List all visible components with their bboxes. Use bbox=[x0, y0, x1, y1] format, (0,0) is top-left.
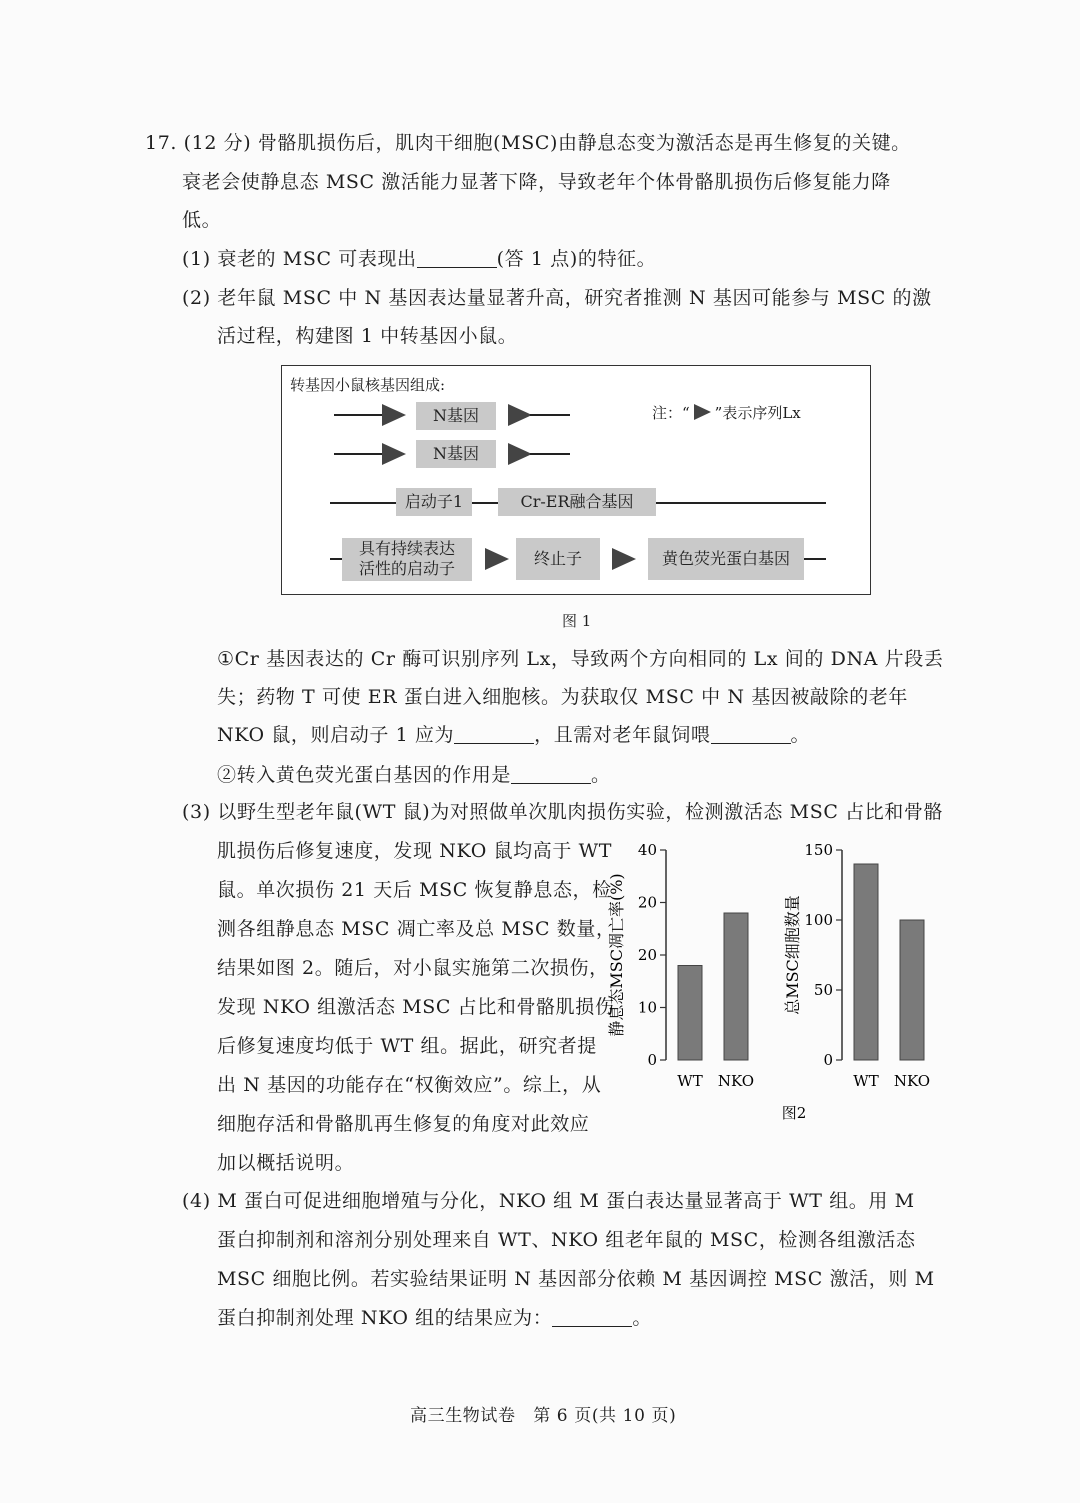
y-tick-label: 20 bbox=[637, 946, 657, 964]
dna-line bbox=[330, 558, 342, 560]
subq2-line bbox=[217, 762, 611, 788]
const-promoter-line1: 具有持续表达 bbox=[358, 539, 455, 558]
n-gene-box: N基因 bbox=[416, 402, 496, 430]
y-tick-label: 10 bbox=[637, 998, 657, 1017]
question-part3-line1: (3) 以野生型老年鼠(WT 鼠)为对照做单次肌肉损伤实验，检测激活态 MSC 占比和骨骼 bbox=[182, 801, 944, 823]
y-tick-label: 0 bbox=[647, 1051, 657, 1069]
figure-2-charts bbox=[600, 830, 960, 1130]
cr-er-fusion-gene-box: Cr-ER融合基因 bbox=[498, 488, 656, 516]
x-category-label: NKO bbox=[717, 1072, 755, 1090]
dna-line bbox=[804, 558, 826, 560]
page-footer: 高三生物试卷 第 6 页(共 10 页) bbox=[410, 1406, 677, 1426]
subq1-line2: 失；药物 T 可使 ER 蛋白进入细胞核。为获取仅 MSC 中 N 基因被敲除的老年 bbox=[217, 686, 908, 708]
part3-line: 测各组静息态 MSC 凋亡率及总 MSC 数量， bbox=[217, 918, 616, 940]
lx-triangle-icon bbox=[485, 548, 509, 570]
y-axis-label: 总MSC细胞数量 bbox=[783, 895, 802, 1015]
chart-apoptosis bbox=[607, 841, 754, 1090]
part1-text: (1) 衰老的 MSC 可表现出 bbox=[182, 248, 417, 270]
subq2-tail: 。 bbox=[591, 764, 611, 786]
question-part2-line2: 活过程，构建图 1 中转基因小鼠。 bbox=[217, 325, 518, 347]
chart-msc-count bbox=[783, 841, 930, 1090]
dna-line bbox=[472, 502, 498, 504]
bar-nko bbox=[724, 913, 748, 1060]
question-part1 bbox=[182, 246, 656, 272]
subq2-text: ②转入黄色荧光蛋白基因的作用是 bbox=[217, 764, 512, 786]
bar-wt bbox=[854, 864, 878, 1060]
part3-line: 肌损伤后修复速度，发现 NKO 鼠均高于 WT bbox=[217, 840, 613, 862]
promoter-1-box: 启动子1 bbox=[396, 488, 472, 516]
part3-line: 后修复速度均低于 WT 组。据此，研究者提 bbox=[217, 1035, 597, 1057]
y-tick-label: 40 bbox=[637, 841, 657, 859]
note-suffix: ”表示序列Lx bbox=[714, 404, 801, 422]
question-part4-line2: 蛋白抑制剂和溶剂分别处理来自 WT、NKO 组老年鼠的 MSC，检测各组激活态 bbox=[217, 1229, 916, 1251]
figure-1-caption: 图 1 bbox=[562, 612, 592, 630]
bar-nko bbox=[900, 920, 924, 1060]
figure-1-title: 转基因小鼠核基因组成: bbox=[290, 376, 446, 394]
yfp-gene-box: 黄色荧光蛋白基因 bbox=[648, 538, 804, 580]
terminator-box: 终止子 bbox=[516, 538, 600, 580]
figure-1-diagram bbox=[281, 365, 871, 595]
subq1-text-b: ，且需对老年鼠饲喂 bbox=[534, 724, 711, 746]
question-17-intro-line2: 衰老会使静息态 MSC 激活能力显著下降，导致老年个体骨骼肌损伤后修复能力降 bbox=[182, 171, 891, 193]
lx-triangle-icon bbox=[694, 404, 711, 420]
const-promoter-line2: 活性的启动子 bbox=[358, 559, 455, 578]
y-tick-label: 150 bbox=[804, 841, 833, 859]
lx-triangle-icon bbox=[612, 548, 636, 570]
question-17-intro-line3: 低。 bbox=[182, 209, 222, 231]
dna-line bbox=[530, 414, 570, 416]
answer-blank-promoter[interactable] bbox=[454, 725, 534, 744]
part3-line: 结果如图 2。随后，对小鼠实施第二次损伤， bbox=[217, 957, 609, 979]
lx-triangle-icon bbox=[382, 443, 406, 465]
n-gene-box: N基因 bbox=[416, 440, 496, 468]
question-part2-line1: (2) 老年鼠 MSC 中 N 基因表达量显著升高，研究者推测 N 基因可能参与 MSC 的激 bbox=[182, 287, 932, 309]
x-category-label: WT bbox=[853, 1072, 879, 1090]
y-tick-label: 50 bbox=[813, 981, 833, 999]
question-part4-line1: (4) M 蛋白可促进细胞增殖与分化，NKO 组 M 蛋白表达量显著高于 WT 组。用 M bbox=[182, 1190, 915, 1212]
part3-line: 加以概括说明。 bbox=[217, 1152, 355, 1174]
part3-line: 出 N 基因的功能存在“权衡效应”。综上，从 bbox=[217, 1074, 602, 1096]
y-tick-label: 20 bbox=[637, 893, 657, 912]
dna-line bbox=[530, 453, 570, 455]
y-axis-label: 静息态MSC凋亡率(%) bbox=[607, 873, 626, 1037]
answer-blank-yfp[interactable] bbox=[511, 765, 591, 784]
figure-2-caption: 图2 bbox=[781, 1104, 807, 1122]
lx-triangle-icon bbox=[508, 404, 532, 426]
question-part4-line3: MSC 细胞比例。若实验结果证明 N 基因部分依赖 M 基因调控 MSC 激活，则 M bbox=[217, 1268, 935, 1290]
x-category-label: WT bbox=[677, 1072, 703, 1090]
answer-blank[interactable] bbox=[417, 249, 497, 268]
dna-line bbox=[330, 502, 396, 504]
note-prefix: 注：“ bbox=[652, 404, 690, 422]
dna-line bbox=[334, 453, 384, 455]
subq1-line1: ①Cr 基因表达的 Cr 酶可识别序列 Lx，导致两个方向相同的 Lx 间的 DNA 片段丢 bbox=[217, 648, 944, 670]
subq1-text-c: 。 bbox=[790, 724, 811, 746]
part4-text: 蛋白抑制剂处理 NKO 组的结果应为： bbox=[217, 1307, 553, 1329]
bar-wt bbox=[678, 966, 702, 1061]
answer-blank-result[interactable] bbox=[552, 1308, 632, 1327]
figure-1-note bbox=[652, 402, 801, 423]
subq1-text-a: NKO 鼠，则启动子 1 应为 bbox=[217, 724, 455, 746]
part3-line: 鼠。单次损伤 21 天后 MSC 恢复静息态，检 bbox=[217, 879, 612, 901]
dna-line bbox=[334, 414, 384, 416]
constitutive-promoter-box bbox=[342, 538, 472, 581]
answer-blank-feed[interactable] bbox=[711, 725, 791, 744]
lx-triangle-icon bbox=[382, 404, 406, 426]
subq1-line3 bbox=[217, 722, 810, 748]
lx-triangle-icon bbox=[508, 443, 532, 465]
y-tick-label: 0 bbox=[823, 1051, 833, 1069]
part3-line: 细胞存活和骨骼肌再生修复的角度对此效应 bbox=[217, 1113, 590, 1135]
dna-line bbox=[656, 502, 826, 504]
part1-tail: (答 1 点)的特征。 bbox=[496, 248, 657, 270]
y-tick-label: 100 bbox=[804, 911, 833, 929]
question-part4-line4: 蛋白抑制剂处理 NKO 组的结果应为： 。 bbox=[217, 1307, 652, 1329]
x-category-label: NKO bbox=[893, 1072, 931, 1090]
part3-line: 发现 NKO 组激活态 MSC 占比和骨骼肌损伤 bbox=[217, 996, 615, 1018]
question-17-intro-line1: 17. (12 分) 骨骼肌损伤后，肌肉干细胞(MSC)由静息态变为激活态是再生修复的关键。 bbox=[145, 132, 911, 154]
